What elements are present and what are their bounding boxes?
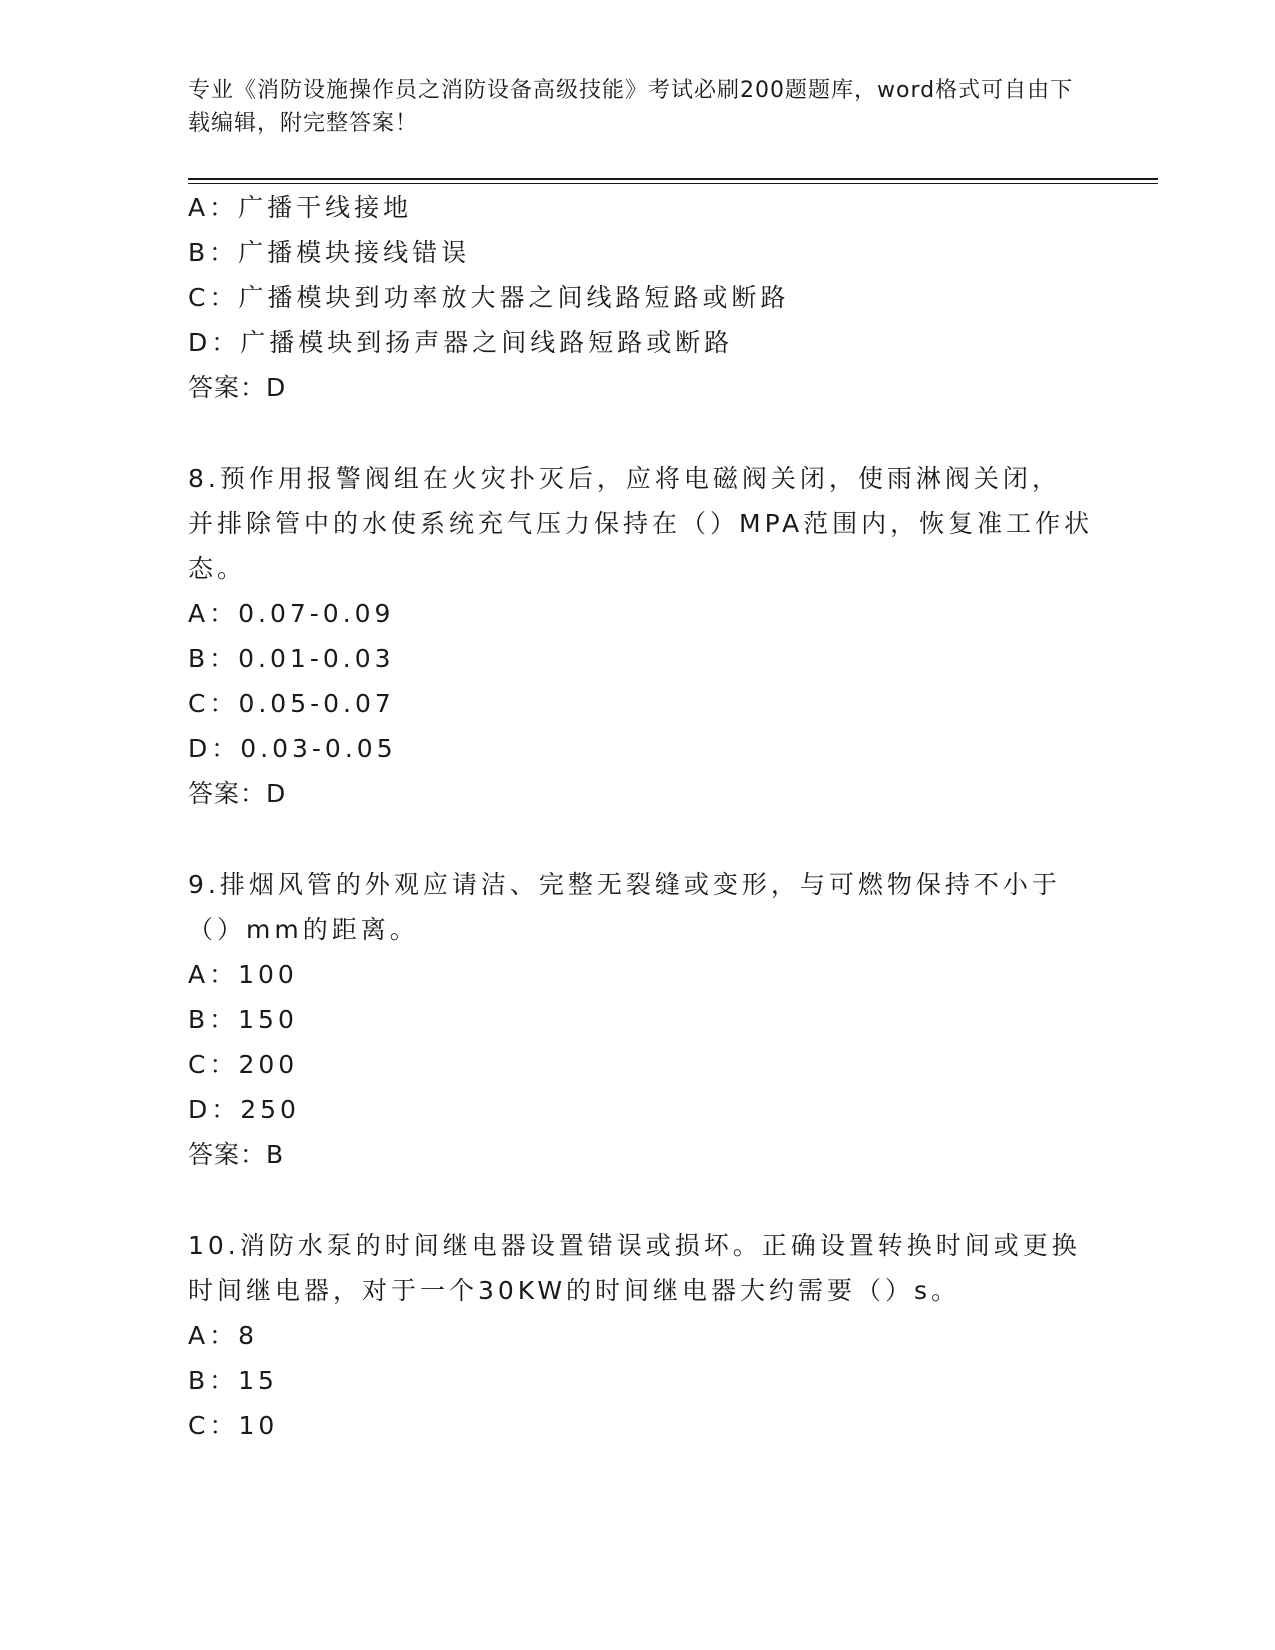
q9-stem-line-1: 9.排烟风管的外观应请洁、完整无裂缝或变形，与可燃物保持不小于 (188, 870, 1061, 899)
q8-option-c: C：0.05-0.07 (188, 689, 395, 718)
q8-stem-line-3: 态。 (188, 554, 247, 583)
q9-option-a: A：100 (188, 960, 298, 989)
q7-option-c: C：广播模块到功率放大器之间线路短路或断路 (188, 283, 790, 312)
q9-option-b: B：150 (188, 1005, 298, 1034)
q10-option-b: B：15 (188, 1366, 278, 1395)
q9-option-d: D：250 (188, 1095, 300, 1124)
q9-stem-line-2: （）mm的距离。 (188, 915, 419, 944)
header-rule-thin (188, 183, 1158, 184)
q10-stem-line-2: 时间继电器，对于一个30KW的时间继电器大约需要（）s。 (188, 1276, 961, 1305)
q7-option-b: B：广播模块接线错误 (188, 238, 471, 267)
q10-stem-line-1: 10.消防水泵的时间继电器设置错误或损坏。正确设置转换时间或更换 (188, 1231, 1081, 1260)
q7-option-a: A：广播干线接地 (188, 193, 413, 222)
q7-answer: 答案：D (188, 373, 287, 402)
document-header: 专业《消防设施操作员之消防设备高级技能》考试必刷200题题库，word格式可自由下载编辑，附完整答案！ (188, 78, 1074, 136)
q9-answer: 答案：B (188, 1140, 285, 1169)
header-rule-thick (188, 178, 1158, 180)
q8-option-d: D：0.03-0.05 (188, 734, 397, 763)
q9-option-c: C：200 (188, 1050, 299, 1079)
q8-option-b: B：0.01-0.03 (188, 644, 395, 673)
q8-stem-line-2: 并排除管中的水使系统充气压力保持在（）MPA范围内，恢复准工作状 (188, 509, 1094, 538)
q10-option-a: A：8 (188, 1321, 259, 1350)
q8-option-a: A：0.07-0.09 (188, 599, 395, 628)
q10-option-c: C：10 (188, 1411, 279, 1440)
q8-answer: 答案：D (188, 779, 287, 808)
q8-stem-line-1: 8.预作用报警阀组在火灾扑灭后，应将电磁阀关闭，使雨淋阀关闭， (188, 464, 1061, 493)
q7-option-d: D：广播模块到扬声器之间线路短路或断路 (188, 328, 734, 357)
